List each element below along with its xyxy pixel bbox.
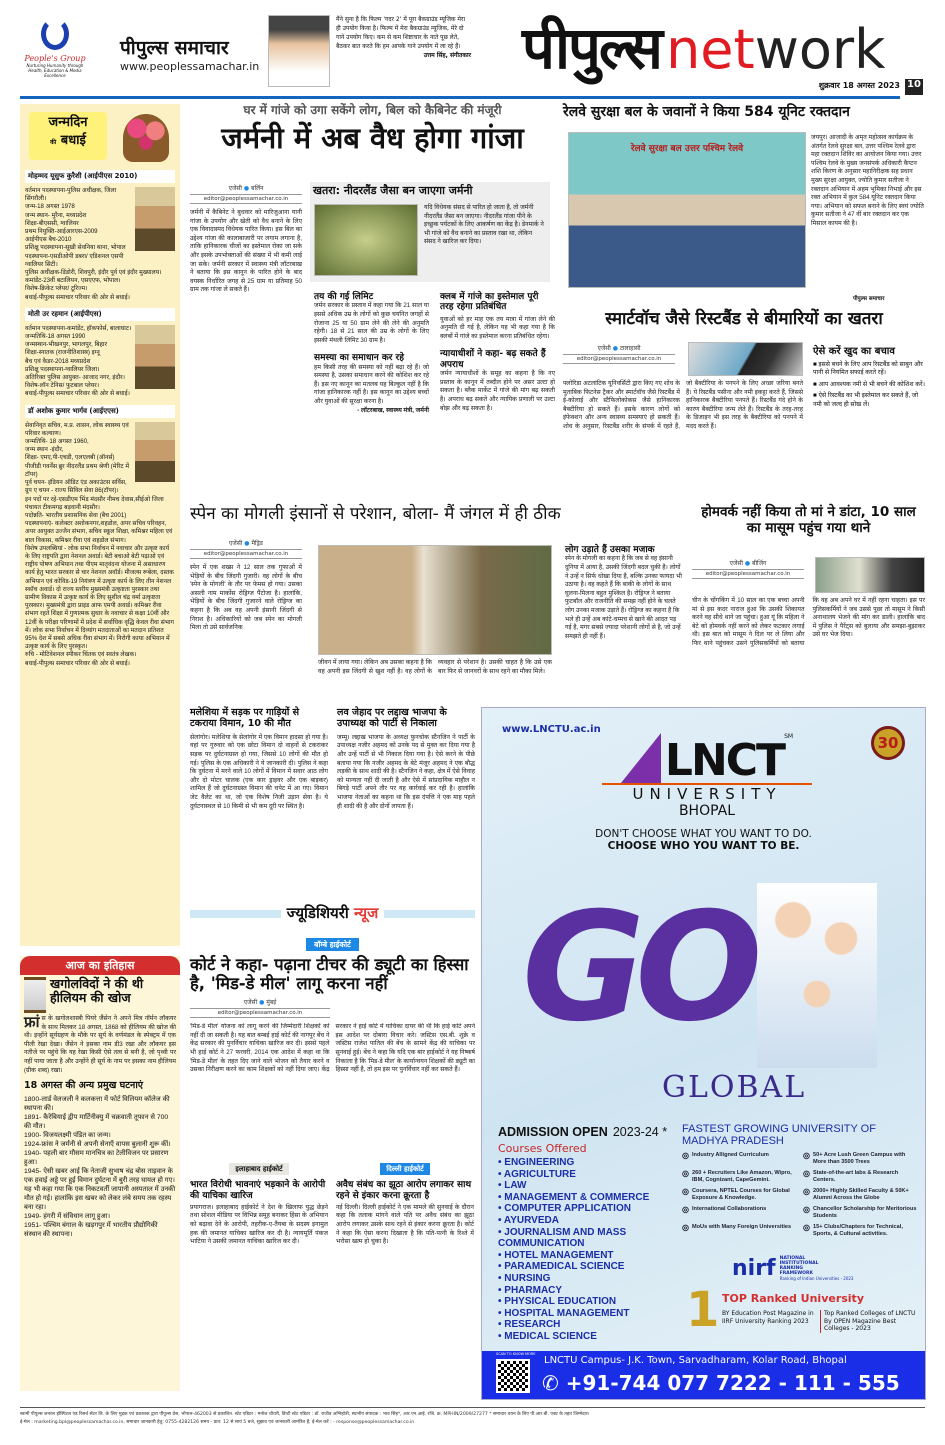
course-item[interactable]: • COMPUTER APPLICATION	[498, 1203, 631, 1215]
course-item[interactable]: • AGRICULTURE	[498, 1168, 576, 1180]
course-item[interactable]: • NURSING	[498, 1272, 551, 1284]
blood-donation-photo: रेलवे सुरक्षा बल उत्तर पश्चिम रेलवे	[568, 132, 806, 288]
contact-bar: SCAN TO KNOW MORE LNCTU Campus- J.K. Town, Sarvadharam, Kolar Road, Bhopal ✆ +91-744 077 7222 - 111 - 555	[482, 1351, 925, 1399]
bullet-icon: •	[498, 1249, 505, 1261]
person-photo	[135, 325, 175, 389]
history-event: 1891- कैरेबियाई द्वीप मार्टिनीक्यु में चक्रवाती तूफान से 700 की मौत।	[24, 1114, 169, 1131]
course-item[interactable]: • PHARMACY	[498, 1284, 563, 1296]
paper-logo: पीपुल्स समाचार	[120, 37, 229, 59]
flower-basket-icon	[123, 114, 169, 162]
railway-headline: रेलवे सुरक्षा बल के जवानों ने किया 584 यूनिट रक्तदान	[563, 104, 850, 120]
feature-item: ◎ Industry Alligned Curriculum	[682, 1152, 797, 1166]
smartwatch-story: स्मार्टवॉच जैसे रिस्टबैंड से बीमारियों का खतरा एजेंसी ● टालाहासी editor@peoplessamachar.co.in फ्लोरिडा अटलांटिक यूनिवर्सिटी द्वारा किए गए शोध के मुताबिक फिटनेस ट्रैकर और स्मार्टवॉच जैसे रिस्टबैंड में ई-कोलाई और स्टैफिलोकोकस जैसे हानिकारक बैक्टीरिया हो सकते हैं। इसके कारण लोगों को इंफेक्शन और अन्य स्वास्थ्य समस्याएं हो सकती हैं। शोध के अनुसार, रिस्टबैंड शरीर के संपर्क में रहते हैं, जो बैक्टीरिया के पनपने के लिए अच्छा जरिया बनते हैं। ये रिस्टबैंड पसीना और नमी इकट्ठा करते हैं, जिससे हानिकारक बैक्टीरिया पनपते हैं। रिस्टबैंड गंदे होने के कारण बैक्टीरिया जन्म लेते हैं। रिस्टबैंड के तरह-तरह के डिजाइन भी इस तरह के बैक्टीरिया को पनपने में मदद करते हैं। ऐसे करें खुद का बचाव ■ इससे बचने के लिए आप रिस्टबैंड को साबुन और पानी से नियमित सफाई करते रहें। ■ आप आवश्यक नमी से भी बचने की कोशिश करें। ■ ऐसे रिस्टबैंड का भी इस्तेमाल कर सकते हैं, जो नमी को जल्द ही सोख लें।	[563, 310, 925, 500]
bullet-icon: •	[498, 1203, 505, 1215]
feature-item: ◎ MoUs with Many Foreign Universities	[682, 1224, 797, 1238]
peoples-group-logo: People's Group Nurturing Humanity through Health, Education & Media Excellence	[20, 18, 90, 78]
feature-icon: ◎	[682, 1223, 689, 1232]
birthday-person: मोती उर रहमान (आईपीएस) वर्तमान पदस्थापना-कमांडेंट, हॉकफोर्स, बालाघाट। जन्मतिथि-18 अगस्त 1990 जन्मस्थान-भीखनपुर, भागलपुर, बिहार शिक्षा-स्नातक (राजनीतिशास्त्र) इग्नू बैच एवं कैडर-2018 मध्यप्रदेश प्रशिक्षु पदस्थापना-ग्वालियर जिला। अतिरिक्त पुलिस आयुक्त- आजाद नगर, इंदौर। विशेष-लॉन टेनिस/ फुटबाल प्लेयर। बधाई-पीपुल्स समाचार परिवार की ओर से बधाई।	[25, 308, 175, 399]
birthday-person: डॉ अशोक कुमार भार्गव (आईएएस) सेवानिवृत सचिव, म.प्र. शासन, लोक स्वास्थ्य एवं परिवार कल्याण। जन्मतिथि- 18 अगस्त 1960, जन्म स्थान -इंदौर, शिक्षा- एमए,पी-एचडी, एलएलबी (ऑनर्स) पीजीडी गवर्नेंस ब्रुर नीदरलैंड प्रथम श्रेणी (मेरिट में टॉपर) पूर्व चयन- इंडियन ऑडिट एंड अकाउंटस सर्विस, ग्रुप ए चयन - राज्य सिविल सेवा 86(टॉपर)। इन पदों पर रहे-एसडीएम भिंड मंदसौर नीमच देवास,सीईओ जिला पंचायत टीकमगढ़ बड़वानी मंदसौर। पदोन्नति- भारतीय प्रशासनिक सेवा (बैच 2001) पदस्थापनाएं- कलेक्टर अशोकनगर,शहडोल, अपर सचिव परिवहन, अपर आयुक्त उज्जैन संभाग, सचिव स्कूल शिक्षा, कमिश्नर महिला एवं बाल विकास, कमिश्नर रीवा एवं शहडोल संभाग। विशेष उपलब्धियां - लोक सभा निर्वाचन में नवाचार और उत्कृष्ट कार्य के लिए राष्ट्रपति द्वारा नेशनल अवार्ड। बेटी बचाओ बेटी पढ़ाओ एवं राष्ट्रीय पोषण अभियान तथा पीएम मातृवंदना योजना में असाधारण कार्य हेतु भारत सरकार से चार नेशनल अवॉर्ड। मीजल्स रूबेला, दस्तक अभियान एवं कोविड-19 नियंत्रण में उत्कृष्ट कार्य के लिए तीन नेशनल स्कॉच अवार्ड। दो राज्य स्तरीय मुख्यमंत्री उत्कृष्टता पुरस्कार तथा ग्रामीण विकास में उत्कृष्ट कार्य के लिए सुशील चंद्र वर्मा उत्कृष्टता पुरस्कार। मुख्यमंत्री द्वारा प्राइड आफ एमपी अवार्ड। कमिश्नर रीवा संभाग रहते शिक्षा में गुणात्मक सुधार के नवाचार से कक्षा 10वीं और 12वीं के परीक्षा परिणामों में प्रदेश में सर्वाधिक वृद्धि केवल रीवा संभाग में। लोक सभा निर्वाचन में दिव्यांग मतदाताओं का मतदान प्रतिशत 95% देश में सबसे अधिक रीवा संभाग में। निरोगी काया अभियान में उत्कृष्ट कार्य के लिए पुरस्कृत। रुचि - मोटिवेशनल स्पीकर चिंतक एवं स्वतंत्र लेखक। बधाई-पीपुल्स समाचार परिवार की ओर से बधाई।	[25, 406, 174, 667]
bullet-icon: •	[498, 1226, 505, 1238]
anniversary-badge: 30	[871, 726, 905, 760]
birthday-list	[25, 170, 175, 668]
tip-item: ■ आप आवश्यक नमी से भी बचने की कोशिश करें।	[813, 380, 925, 388]
bullet-icon: •	[498, 1319, 505, 1331]
course-item[interactable]: • MEDICAL SCIENCE	[498, 1330, 597, 1342]
bullet-icon: ■	[813, 360, 819, 368]
events-list	[24, 1095, 176, 1239]
students-photo	[757, 883, 877, 1068]
course-item[interactable]: • HOSPITAL MANAGEMENT	[498, 1307, 630, 1319]
bullet-icon: •	[498, 1296, 505, 1308]
bullet-icon: ■	[813, 380, 819, 388]
lnct-advertisement[interactable]: www.LNCTU.ac.in 30 LNCT SM UNIVERSITY BHOPAL DON'T CHOOSE WHAT YOU WANT TO DO. CHOOSE WHO YOU WANT TO BE. GO GLOBAL ADMISSION OPEN 2023-24 * Courses Offered • ENGINEERING • AGRICULTURE • LAW • MANAGEMENT & COMMERCE • COMPUTER APPLICATION • AYURVEDA • JOURNALISM AND MASS COMMUNICATION • HOTEL MANAGEMENT • PARAMEDICAL SCIENCE • NURSING • PHARMACY • PHYSICAL EDUCATION • HOSPITAL MANAGEMENT • RESEARCH • MEDICAL SCIENCE FASTEST GROWING UNIVERSITY OF MADHYA PRADESH ◎ Industry Alligned Curriculum ◎ 50+ Acre Lush Green Campus with More than 3500 Trees ◎ 260 + Recruiters Like Amazon, Wipro, IBM, Cognizant, CapeGemini. ◎ State-of-the-art labs & Research Centers. ◎ Coursera, NPTEL Courses for Global Exposure & Knowledge. ◎ 2000+ Highly Skilled Faculty & 50K+ Alumni Across the Globe ◎ International Collaborations ◎ Chancellor Scholarship for Meritorious Students ◎ MoUs with Many Foreign Universities ◎ 15+ Clubs/Chapters for Technical, Sports, & Cultural activities. nirf NATIONAL INSTITUTIONAL RANKING FRAMEWORK Ranking of Indian Universities - 2023 1 TOP Ranked University BY Education Post Magazine in IIRF University Ranking 2023 Top Ranked Colleges of LNCTU By OPEN Magazine Best Colleges - 2023 SCAN TO KNOW MORE LNCTU Campus- J.K. Town, Sarvadharam, Kolar Road, Bhopal ✆ +91-744 077 7222 - 111 - 555	[481, 707, 926, 1400]
spain-headline: स्पेन का मोगली इंसानों से परेशान, बोला- मैं जंगल में ही ठीक	[190, 504, 561, 524]
malaysia-story: मलेशिया में सड़क पर गाड़ियों से टकराया विमान, 10 की मौत सेलांगोर। मलेशिया के सेलांगोर में एक विमान हादसा हो गया है। वहां पर गुरुवार को एक छोटा विमान दो वाहनों से टकराकर सड़क पर दुर्घटनाग्रस्त हो गया, जिससे 10 लोगों की मौत हो गई। पुलिस के एक अधिकारी ने ये जानकारी दी। पुलिस ने कहा कि दुर्घटना में मरने वाले 10 लोगों में विमान में सवार आठ लोग और दो मोटर चालक (एक कार ड्राइवर और एक बाइकर) शामिल हैं जो दुर्घटनाग्रस्त विमान की चपेट में आ गए। विमान जेट वैलेट का था, जो एक विशेष निजी उड़ान सेवा है। ये दुर्घटनास्थल से 10 किमी से भी कम दूरी पर स्थित है।	[190, 707, 328, 810]
tip-item: ■ इससे बचने के लिए आप रिस्टबैंड को साबुन और पानी से नियमित सफाई करते रहें।	[813, 360, 923, 376]
qr-code[interactable]	[496, 1359, 530, 1393]
quote-author: उत्तम सिंह, संगीतकार	[423, 52, 471, 59]
history-event: 1945- ऐसी खबर आई कि नेताजी सुभाष चंद्र बोस ताइवान के एक हवाई अड्डे पर हुई विमान दुर्घटना में बुरी तरह घायल हो गए। यह भी कहा गया कि एक निकटवर्ती जापानी अस्पताल में उनकी मौत हो गई। हालांकि इस खबर को लेकर लंबे समय तक रहस्य बना रहा।	[24, 1168, 176, 1212]
paper-url[interactable]: www.peoplessamachar.in	[120, 60, 260, 73]
feature-icon: ◎	[682, 1151, 689, 1160]
feature-icon: ◎	[682, 1205, 689, 1214]
bullet-icon: •	[498, 1330, 505, 1342]
cannabis-photo	[314, 204, 418, 276]
feature-item: ◎ International Collaborations	[682, 1206, 797, 1220]
bullet-icon: •	[498, 1272, 505, 1284]
lead-story: घर में गांजे को उगा सकेंगे लोग, बिल को कैबिनेट की मंजूरी जर्मनी में अब वैध होगा गांजा एजेंसी ● बर्लिन editor@peoplessamachar.co.in जर्मनी में कैबिनेट ने बुधवार को मारिजुआना यानी गांजा के उपयोग और खेती को वैध बनाने के लिए एक विवादास्पद विधेयक पारित किया। इस बिल का उद्देश्य गांजा की कालाबाजारी पर लगाम लगाना है, ताकि हानिकारक चीजों का इस्तेमाल रोका जा सके और इसके उपभोक्ताओं की संख्या में भी कमी लाई जा सके। जर्मनी सरकार में स्वास्थ्य मंत्री लॉटरबाख ने बताया कि इस कानून के पारित होने के बाद वयस्क निर्धारित जगह से 25 ग्राम या प्रतिमाह 50 ग्राम तक गांजा ले सकते हैं। खतरा: नीदरलैंड जैसा बन जाएगा जर्मनी यदि विधेयक संसद से पारित हो जाता है, तो जर्मनी नीदरलैंड जैसा बन जाएगा। नीदरलैंड गांजा पीने के इच्छुक पर्यटकों के लिए आकर्षण का केंद्र है। डेनमार्क ने भी गांजे को वैध बनाने का प्रस्ताव रखा था, लेकिन संसद ने खारिज कर दिया। तय की गई लिमिट जर्मन सरकार के प्रस्ताव में कहा गया कि 21 साल या इससे अधिक उम्र के लोगों को कुछ चयनित जगहों से रोजाना 25 या 50 ग्राम लेने की लेने की अनुमति रहेगी। 18 से 21 साल की उम्र के लोगों के लिए इसकी मंथली लिमिट 30 ग्राम है। समस्या का समाधान कर रहे हम किसी तरह की समस्या को नहीं बढ़ा रहे हैं। जो समस्या है, उसका समाधान करने की कोशिश कर रहे हैं। इस नए कानून का मतलब यह बिल्कुल नहीं है कि गांजा हानिकारक नहीं है। इस कानून का उद्देश्य बच्चों और युवाओं की सुरक्षा करना है। - लॉटरबाख, स्वास्थ्य मंत्री, जर्मनी क्लब में गांजे का इस्तेमाल पूरी तरह रहेगा प्रतिबंधित युवाओं को हर माह एक तय मात्रा में गांजा लेने की अनुमति दी गई है, लेकिन यह भी कहा गया है कि क्लबों में गांजे का इस्तेमाल करना प्रतिबंधित रहेगा। न्यायाधीशों ने कहा- बढ़ सकते हैं अपराध जर्मन न्यायाधीशों के समूह का कहना है कि नए प्रस्ताव के कानून में तब्दील होने पर असर उल्टा हो सकता है। ब्लैक मार्केट में गांजे की मांग बढ़ सकती है। अपराध बढ़ सकते और न्यायिक प्रणाली पर उल्टा बोझ और बढ़ सकता है।	[190, 103, 555, 414]
triangle-logo-icon	[621, 733, 661, 783]
lnct-logo: LNCT SM UNIVERSITY BHOPAL	[602, 733, 812, 819]
course-item[interactable]: • JOURNALISM AND MASS COMMUNICATION	[498, 1226, 627, 1250]
masthead	[0, 0, 945, 100]
bombay-hc-tag: बॉम्बे हाईकोर्ट	[306, 938, 359, 951]
bullet-icon: ■	[813, 392, 819, 399]
bullet-icon: •	[498, 1307, 505, 1319]
smartwatch-body: फ्लोरिडा अटलांटिक यूनिवर्सिटी द्वारा किए गए शोध के मुताबिक फिटनेस ट्रैकर और स्मार्टवॉच जैसे रिस्टबैंड में ई-कोलाई और स्टैफिलोकोकस जैसे हानिकारक बैक्टीरिया हो सकते हैं। इसके कारण लोगों को इंफेक्शन और अन्य स्वास्थ्य समस्याएं हो सकती हैं। शोध के अनुसार, रिस्टबैंड शरीर के संपर्क में रहते हैं, जो बैक्टीरिया के पनपने के लिए अच्छा जरिया बनते हैं। ये रिस्टबैंड पसीना और नमी इकट्ठा करते हैं, जिससे हानिकारक बैक्टीरिया पनपते हैं। रिस्टबैंड गंदे होने के कारण बैक्टीरिया जन्म लेते हैं। रिस्टबैंड के तरह-तरह के डिजाइन भी इस तरह के बैक्टीरिया को पनपने में मदद करते हैं।	[563, 380, 803, 430]
bullet-icon: •	[498, 1157, 505, 1168]
ladakh-story: लव जेहाद पर लद्दाख भाजपा के उपाध्यक्ष को पार्टी से निकाला जम्मू। लद्दाख भाजपा के अध्यक्ष फुनचोक स्टैनजिन ने पार्टी के उपाध्यक्ष नजीर अहमद को उनके पद से मुक्त कर दिया गया है और उन्हें पार्टी से भी निकाल दिया गया है। ऐसे करने के पीछे बताया गया कि नजीर अहमद के बेटे मंजूर अहमद ने एक बौद्ध लड़की के साथ शादी की है। स्टैनजिन ने कहा, क्षेत्र में ऐसे विवाह को मान्यता नहीं दी जाती है और ऐसे में सांप्रदायिक माहौल न बिगड़े पार्टी अपने तौर पर यह कार्रवाई कर रही है। हालांकि भाजपा नेताओं का कहना था कि इस दंपत्ति ने एक माह पहले ही शादी की है और दोनों लापता हैं।	[337, 707, 475, 810]
hourglass-icon	[24, 977, 46, 1013]
events-title: 18 अगस्त की अन्य प्रमुख घटनाएं	[24, 1080, 144, 1092]
spain-story: स्पेन का मोगली इंसानों से परेशान, बोला- मैं जंगल में ही ठीक एजेंसी ● मैड्रिड editor@peoplessamachar.co.in स्पेन में एक शख्स ने 12 साल तक गुफाओं में भेड़ियों के बीच जिंदगी गुजारी। वह लोगों के बीच 'स्पेन के मोगली' के तौर पर फेमस हो गया। उसका असली नाम मार्कोस रोड्रिग्ज पैंटोजा है। हालांकि, भेड़ियों के बीच जिंदगी गुजारने वाले रोड्रिग्ज का कहना है कि अब वह अपनी इंसानी जिंदगी से निराश है। अधिकारियों को जब स्पेन का मोगली मिला तो उसे सार्वजनिक जीवन में लाया गया। लेकिन अब उसका कहना है कि वह अपनी इस जिंदगी से खुश नहीं है। वह लोगों के व्यवहार से परेशान है। उसकी चाहत है कि उसे एक बार फिर से जानवरों के साथ रहने का मौका मिले। लोग उड़ाते हैं उसका मजाक स्पेन के मोगली का कहना है कि जब से वह इंसानी दुनिया में आया है, उसकी जिंदगी बदल चुकी है। लोगों ने उन्हें न सिर्फ धोखा दिया है, बल्कि उनका फायदा भी उठाया है। वह कहते हैं कि बाकी के लोगों के साथ घुलना-मिलना बहुत मुश्किल है। रोड्रिग्ज ने बताया फुटबॉल और राजनीति की समझ नहीं होने के चलते लोग उनका मजाक उड़ाते हैं। रोड्रिग्ज का कहना है कि भले ही उन्हें अब कांटे-चम्मच से खाने की आदत पड़ गई है, मगर सबसे ज्यादा परेशानी लोगों से है, जो उन्हें समझते ही नहीं हैं।	[190, 505, 685, 685]
lead-kicker: घर में गांजे को उगा सकेंगे लोग, बिल को कैबिनेट की मंजूरी	[243, 103, 502, 117]
feature-item: ◎ State-of-the-art labs & Research Centers.	[803, 1169, 899, 1183]
history-body: स के खगोलशास्त्री पियरे जैंसेन ने अपने मित्र नॉर्मन लॉकयर के साथ मिलकर 18 अगस्त, 1868 को हीलियम की खोज की थी। इन्होंने सूर्यग्रहण के मौके पर सूर्य के वर्णमंडल के स्पेक्ट्रम में एक पीली रेखा देखा। जैंसेन ने इसका नाम डी3 रखा और लॉकयर इस नतीजे पर पहुंचे कि यह रेखा किसी ऐसे तत्व से बनी है, जो पृथ्वी पर नहीं पाया जाता है और उन्होंने ही सूर्य के नाम पर इसका नाम हीलियम (ग्रीक शब्द) रखा।	[24, 1015, 176, 1074]
homework-story: होमवर्क नहीं किया तो मां ने डांटा, 10 साल का मासूम पहुंच गया थाने एजेंसी ● बीजिंग editor@peoplessamachar.co.in चीन के चोंगकिंग में 10 साल का एक बच्चा अपनी मां से इस कदर नाराज हुआ कि उसकी शिकायत करने वह सीधे थाने जा पहुंचा। हुआ यूं कि महिला ने बेटे को होमवर्क नहीं करने को लेकर फटकार लगाई थी। इस बात को मासूम ने दिल पर ले लिया और फिर थाने पहुंचकर उसने पुलिसकर्मियों को बताया कि वह अब अपने घर में नहीं रहना चाहता। इस पर पुलिसकर्मियों ने जब उससे पूछा तो मासूम ने किसी अनाथालय भेजने की मांग कर डाली। हालांकि बाद में पुलिस ने पैरेंट्स को बुलाया और समझा-बुझाकर उसे घर भेज दिया।	[692, 504, 925, 647]
bullet-icon: •	[498, 1168, 504, 1180]
feature-icon: ◎	[682, 1187, 689, 1196]
homework-headline: होमवर्क नहीं किया तो मां ने डांटा, 10 साल का मासूम पहुंच गया थाने	[701, 504, 916, 536]
history-headline: खगोलविदों ने की थी हीलियम की खोज	[50, 976, 144, 1006]
course-item[interactable]: • MANAGEMENT & COMMERCE	[498, 1191, 650, 1203]
issue-date: शुक्रवार 18 अगस्त 2023	[818, 81, 900, 90]
quote-text: मैंने सुना है कि फिल्म 'गदर 2' में पूरा बैकग्राउंड म्यूजिक मेरा ही उपयोग किया है। फिल्म में मेरा बैकग्राउंड म्यूजिक, मेरे दो गाने उपयोग किए। कम से कम शिष्टाचार के नाते पूछ लेते, बैठकर बात करते कि हम आपके गाने उपयोग में ला रहे हैं।	[336, 16, 466, 50]
feature-icon: ◎	[803, 1205, 810, 1214]
smartwatch-headline: स्मार्टवॉच जैसे रिस्टबैंड से बीमारियों का खतरा	[605, 309, 883, 329]
history-event: 1924-फ्रांस ने जर्मनी से अपनी सेनाएँ वापस बुलानी शुरू कीं।	[24, 1141, 171, 1149]
person-photo	[135, 187, 175, 251]
header-rule	[20, 96, 900, 99]
musician-photo	[268, 15, 330, 87]
lead-email[interactable]: editor@peoplessamachar.co.in	[190, 194, 302, 204]
history-event: 1900- विजयलक्ष्मी पंडित का जन्म।	[24, 1132, 111, 1140]
person-photo	[135, 422, 175, 482]
course-item[interactable]: • AYURVEDA	[498, 1214, 559, 1226]
wolf-man-photo	[318, 545, 552, 655]
judiciary-section: ज्यूडिशियरी न्यूज बॉम्बे हाईकोर्ट कोर्ट ने कहा- पढ़ाना टीचर की ड्यूटी का हिस्सा है, 'मिड-डे मील' लागू करना नहीं एजेंसी ● मुंबई editor@peoplessamachar.co.in 'मिड-डे मील' योजना को लागू करने की जिम्मेदारी शिक्षकों को नहीं दी जा सकती है। यह बात बम्बई हाई कोर्ट की नागपुर बेंच ने केंद्र सरकार की पुनर्विचार याचिका खारिज कर दी। इससे पहले भी हाई कोर्ट ने 27 फरवरी, 2014 एक आदेश में कहा था कि 'मिड-डे मील' के तहत दिए जाने वाले भोजन को तैयार करने व उसका निरीक्षण करने का काम शिक्षकों को नहीं दिया जाए। केंद्र सरकार ने हाई कोर्ट में याचिका दायर की थी कि हाई कोर्ट अपने इस आदेश पर दोबारा विचार करे। जस्टिस एस.बी. शुक्रे व जस्टिस राजेश पातिल की बेंच के सामने केंद्र की याचिका पर सुनवाई हुई। बेंच ने कहा कि यदि एक बार हाईकोर्ट ने यह निष्कर्ष निकाला है कि 'मिड-डे मील' के कार्यान्वयन शिक्षकों की ड्यूटी का हिस्सा नहीं है, तो हम इस पर पुनर्विचार नहीं कर सकते हैं। इलाहाबाद हाईकोर्ट भारत विरोधी भावनाएं भड़काने के आरोपी की याचिका खारिज प्रयागराज। इलाहाबाद हाईकोर्ट ने देश के खिलाफ युद्ध छेड़ने तथा सोशल मीडिया पर विभिन्न समूह बनाकर हिंसा के अभियान को बढ़ावा देने के आरोपी, तहरीक-ए-तैयबा के सदस्य इनामुल हक की जमानत याचिका खारिज कर दी है। न्यायमूर्ति पंकज भाटिया ने उसकी जमानत याचिका खारिज कर दी। दिल्ली हाईकोर्ट अवैध संबंध का झूठा आरोप लगाकर साथ रहने से इंकार करना क्रूरता है नई दिल्ली। दिल्ली हाईकोर्ट ने एक मामले की सुनवाई के दौरान कहा कि तलाक मांगने वाले पति पर अवैध संबंध का झूठा आरोप लगाकर उसके साथ रहने से इंकार करना क्रूरता है। कोर्ट ने कहा कि ऐसा करना दिखाता है कि पति-पत्नी के रिश्ते में भरोसा खत्म हो चुका है।	[190, 904, 475, 1246]
go-global-graphic: GO GLOBAL	[522, 868, 882, 1118]
history-event: 1940- पहली बार मौसम मानचित्र का टेलीविजन पर प्रसारण हुआ।	[24, 1150, 169, 1167]
netherlands-box: खतरा: नीदरलैंड जैसा बन जाएगा जर्मनी यदि विधेयक संसद से पारित हो जाता है, तो जर्मनी नीदरलैंड जैसा बन जाएगा। नीदरलैंड गांजा पीने के इच्छुक पर्यटकों के लिए आकर्षण का केंद्र है। डेनमार्क ने भी गांजे को वैध बनाने का प्रस्ताव रखा था, लेकिन संसद ने खारिज कर दिया।	[310, 182, 550, 282]
feature-item: ◎ 50+ Acre Lush Green Campus with More than 3500 Trees	[803, 1151, 906, 1165]
history-banner: आज का इतिहास	[20, 956, 180, 975]
course-item[interactable]: • ENGINEERING	[498, 1157, 575, 1168]
history-event: 1951- पश्चिम बंगाल के खड़गपुर में भारतीय प्रौद्योगिकी संस्थान की स्थापना।	[24, 1222, 158, 1239]
group-logo-icon	[41, 18, 69, 50]
masthead-title: पीपुल्स network	[522, 14, 886, 82]
feature-item: ◎ 260 + Recruiters Like Amazon, Wipro, IBM, Cognizant, CapeGemini.	[682, 1169, 792, 1183]
history-event: 1800-लार्ड वेलजली ने कलकत्ता में फोर्ट विलियम कॉलेज की स्थापना की।	[24, 1096, 170, 1113]
tips-list	[813, 361, 925, 410]
bullet-icon: •	[498, 1261, 505, 1273]
lead-body: जर्मनी में कैबिनेट ने बुधवार को मारिजुआना यानी गांजा के उपयोग और खेती को वैध बनाने के लिए एक विवादास्पद विधेयक पारित किया। इस बिल का उद्देश्य गांजा की कालाबाजारी पर लगाम लगाना है, ताकि हानिकारक चीजों का इस्तेमाल रोका जा सके और इसके उपभोक्ताओं की संख्या में भी कमी लाई जा सके। जर्मनी सरकार में स्वास्थ्य मंत्री लॉटरबाख ने बताया कि इस कानून के पारित होने के बाद वयस्क निर्धारित जगह से 25 ग्राम या प्रतिमाह 50 ग्राम तक गांजा ले सकते हैं।	[190, 209, 302, 294]
phone-icon: ✆	[542, 1371, 559, 1395]
bullet-icon: •	[498, 1180, 505, 1192]
railway-story: रेलवे सुरक्षा बल के जवानों ने किया 584 यूनिट रक्तदान रेलवे सुरक्षा बल उत्तर पश्चिम रेलवे जयपुर। आजादी के अमृत महोत्सव कार्यक्रम के अंतर्गत रेलवे सुरक्षा बल, उत्तर पश्चिम रेलवे द्वारा महा रक्तदान शिविर का आयोजन किया गया। उत्तर पश्चिम रेलवे के मुख्य जनसंपर्क अधिकारी कैप्टन शशि किरण के अनुसार महानिरीक्षक सह प्रधान मुख्य सुरक्षा आयुक्त, ज्योति कुमार सतीजा ने रक्तदान अभियान में अहम भूमिका निभाई और इस रक्त अभियान में कुल 584 यूनिट रक्तदान किया गया। अभियान को सफल बनाने के लिए स्वयं ज्योति कुमार सतीजा ने 47 वीं बार रक्तदान कर एक मिसाल कायम की है। पीपुल्स समाचार	[563, 104, 924, 302]
history-event: 1949- हंगरी में संविधान लागू हुआ।	[24, 1213, 111, 1221]
person-name: मोती उर रहमान (आईपीएस)	[25, 308, 175, 321]
feature-icon: ◎	[803, 1151, 810, 1160]
bullet-icon: •	[498, 1191, 505, 1203]
course-item[interactable]: • RESEARCH	[498, 1319, 561, 1331]
imprint-footer: स्वामी पीपुल्स जनरल हॉस्पिटल एंड रिसर्च सेंटर लि. के लिए मुद्रक एवं प्रकाशक द्वारा पीपुल्स प्रेस, भोपाल-462003 से प्रकाशित. स्टेट एडिटर : मनोज चौधरी, डिप्टी स्टेट एडिटर : डॉ. राजीव अग्निहोत्री, स्थानीय संपादक : भाव सिंह*, आर.एन.आई. रजि. क्र. MPHIN/2009/27277 * समाचार चयन के लिए पी.आर.बी. एक्ट के तहत जिम्मेदार। ई-मेल : marketing.bpl@peoplessamachar.co.in, समाचार जानकारी हेतु: 0755-4282126 समय - प्रात: 12 से सायं 5 बजे, सुझाव एवं जानकारी आमंत्रित हैं, ई-मेल करें : - response@peoplessamachar.co.in	[20, 1407, 925, 1427]
history-column: आज का इतिहास खगोलविदों ने की थी हीलियम की खोज फ्रां स के खगोलशास्त्री पियरे जैंसेन ने अपने मित्र नॉर्मन लॉकयर के साथ मिलकर 18 अगस्त, 1868 को हीलियम की खोज की थी। इन्होंने सूर्यग्रहण के मौके पर सूर्य के वर्णमंडल के स्पेक्ट्रम में एक पीली रेखा देखा। जैंसेन ने इसका नाम डी3 रखा और लॉकयर इस नतीजे पर पहुंचे कि यह रेखा किसी ऐसे तत्व से बनी है, जो पृथ्वी पर नहीं पाया जाता है और उन्होंने ही सूर्य के नाम पर इसका नाम हीलियम (ग्रीक शब्द) रखा। 18 अगस्त की अन्य प्रमुख घटनाएं 1800-लार्ड वेलजली ने कलकत्ता में फोर्ट विलियम कॉलेज की स्थापना की। 1891- कैरेबियाई द्वीप मार्टिनीक्यु में चक्रवाती तूफान से 700 की मौत। 1900- विजयलक्ष्मी पंडित का जन्म। 1924-फ्रांस ने जर्मनी से अपनी सेनाएँ वापस बुलानी शुरू कीं। 1940- पहली बार मौसम मानचित्र का टेलीविजन पर प्रसारण हुआ। 1945- ऐसी खबर आई कि नेताजी सुभाष चंद्र बोस ताइवान के एक हवाई अड्डे पर हुई विमान दुर्घटना में बुरी तरह घायल हो गए। यह भी कहा गया कि एक निकटवर्ती जापानी अस्पताल में उनकी मौत हो गई। हालांकि इस खबर को लेकर लंबे समय तक रहस्य बना रहा। 1949- हंगरी में संविधान लागू हुआ। 1951- पश्चिम बंगाल के खड़गपुर में भारतीय प्रौद्योगिकी संस्थान की स्थापना।	[20, 956, 180, 1391]
person-name: डॉ अशोक कुमार भार्गव (आईएएस)	[25, 405, 175, 418]
lead-headline: जर्मनी में अब वैध होगा गांजा	[221, 120, 524, 155]
feature-icon: ◎	[682, 1169, 689, 1178]
page-number: 10	[905, 79, 923, 95]
birthday-header: जन्मदिन की बधाई	[25, 108, 175, 170]
birthday-person: मोहम्मद यूसुफ कुरैशी (आईपीएस 2010) वर्तमान पदस्थापना-पुलिस अधीक्षक, जिला सिंगरौली। जन्म-18 अगस्त 1978 जन्म स्थान- मुरैना, मध्यप्रदेश शिक्षा-बीएससी, ग्वालियर प्रथम नियुक्ति-आईआरएस-2009 आईपीएस बैच-2010 प्रशिक्षु पदस्थापना-सूखी सेवनिया थाना, भोपाल पदस्थापना-एसडीओपी डबरा/ एडिशनल एसपी ग्वालियर सिटी। पुलिस अधीक्षक-डिंडोरी, शिवपुरी, इंदौर पूर्व एवं इंदौर मुख्यालय। कमांडेंट-23वीं बटालियन, एसएएफ, भोपाल। विशेष-क्रिकेट प्लेयर/ टूरिज्म। बधाई-पीपुल्स समाचार परिवार की ओर से बधाई।	[25, 170, 175, 302]
railway-body: जयपुर। आजादी के अमृत महोत्सव कार्यक्रम के अंतर्गत रेलवे सुरक्षा बल, उत्तर पश्चिम रेलवे द्वारा महा रक्तदान शिविर का आयोजन किया गया। उत्तर पश्चिम रेलवे के मुख्य जनसंपर्क अधिकारी कैप्टन शशि किरण के अनुसार महानिरीक्षक सह प्रधान मुख्य सुरक्षा आयुक्त, ज्योति कुमार सतीजा ने रक्तदान अभियान में अहम भूमिका निभाई और इस रक्त अभियान में कुल 584 यूनिट रक्तदान किया गया। अभियान को सफल बनाने के लिए स्वयं ज्योति कुमार सतीजा ने 47 वीं बार रक्तदान कर एक मिसाल कायम की है।	[811, 134, 924, 227]
course-item[interactable]: • PARAMEDICAL SCIENCE	[498, 1261, 625, 1273]
feature-item: ◎ 2000+ Highly Skilled Faculty & 50K+ Alumni Across the Globe	[803, 1187, 909, 1201]
judiciary-headline: कोर्ट ने कहा- पढ़ाना टीचर की ड्यूटी का हिस्सा है, 'मिड-डे मील' लागू करना नहीं	[190, 955, 469, 994]
nirf-logo: nirf NATIONAL INSTITUTIONAL RANKING FRAMEWORK Ranking of Indian Universities - 2023	[732, 1256, 854, 1281]
course-item[interactable]: • LAW	[498, 1180, 527, 1192]
course-item[interactable]: • HOTEL MANAGEMENT	[498, 1249, 614, 1261]
course-item[interactable]: • PHYSICAL EDUCATION	[498, 1296, 617, 1308]
feature-item: ◎ 15+ Clubs/Chapters for Technical, Sports, & Cultural activities.	[803, 1223, 903, 1237]
tip-item: ■ ऐसे रिस्टबैंड का भी इस्तेमाल कर सकते हैं, जो नमी को जल्द ही सोख लें।	[813, 392, 919, 408]
feature-item: ◎ Coursera, NPTEL Courses for Global Exposure & Knowledge.	[682, 1187, 790, 1201]
feature-icon: ◎	[803, 1223, 810, 1232]
ad-url[interactable]: www.LNCTU.ac.in	[502, 724, 601, 735]
rank-one-graphic: 1	[686, 1282, 720, 1338]
feature-icon: ◎	[803, 1169, 810, 1178]
bullet-icon: •	[498, 1284, 505, 1296]
features-grid	[682, 1152, 918, 1238]
judiciary-banner: ज्यूडिशियरी न्यूज	[190, 905, 475, 922]
child-photo	[815, 557, 925, 593]
feature-item: ◎ Chancellor Scholarship for Meritorious Students	[803, 1205, 917, 1219]
person-name: मोहम्मद यूसुफ कुरैशी (आईपीएस 2010)	[25, 170, 175, 183]
smartwatch-photo	[688, 342, 803, 376]
birthday-column	[20, 104, 180, 946]
feature-icon: ◎	[803, 1187, 810, 1196]
courses-list	[498, 1157, 678, 1343]
bullet-icon: •	[498, 1214, 504, 1226]
